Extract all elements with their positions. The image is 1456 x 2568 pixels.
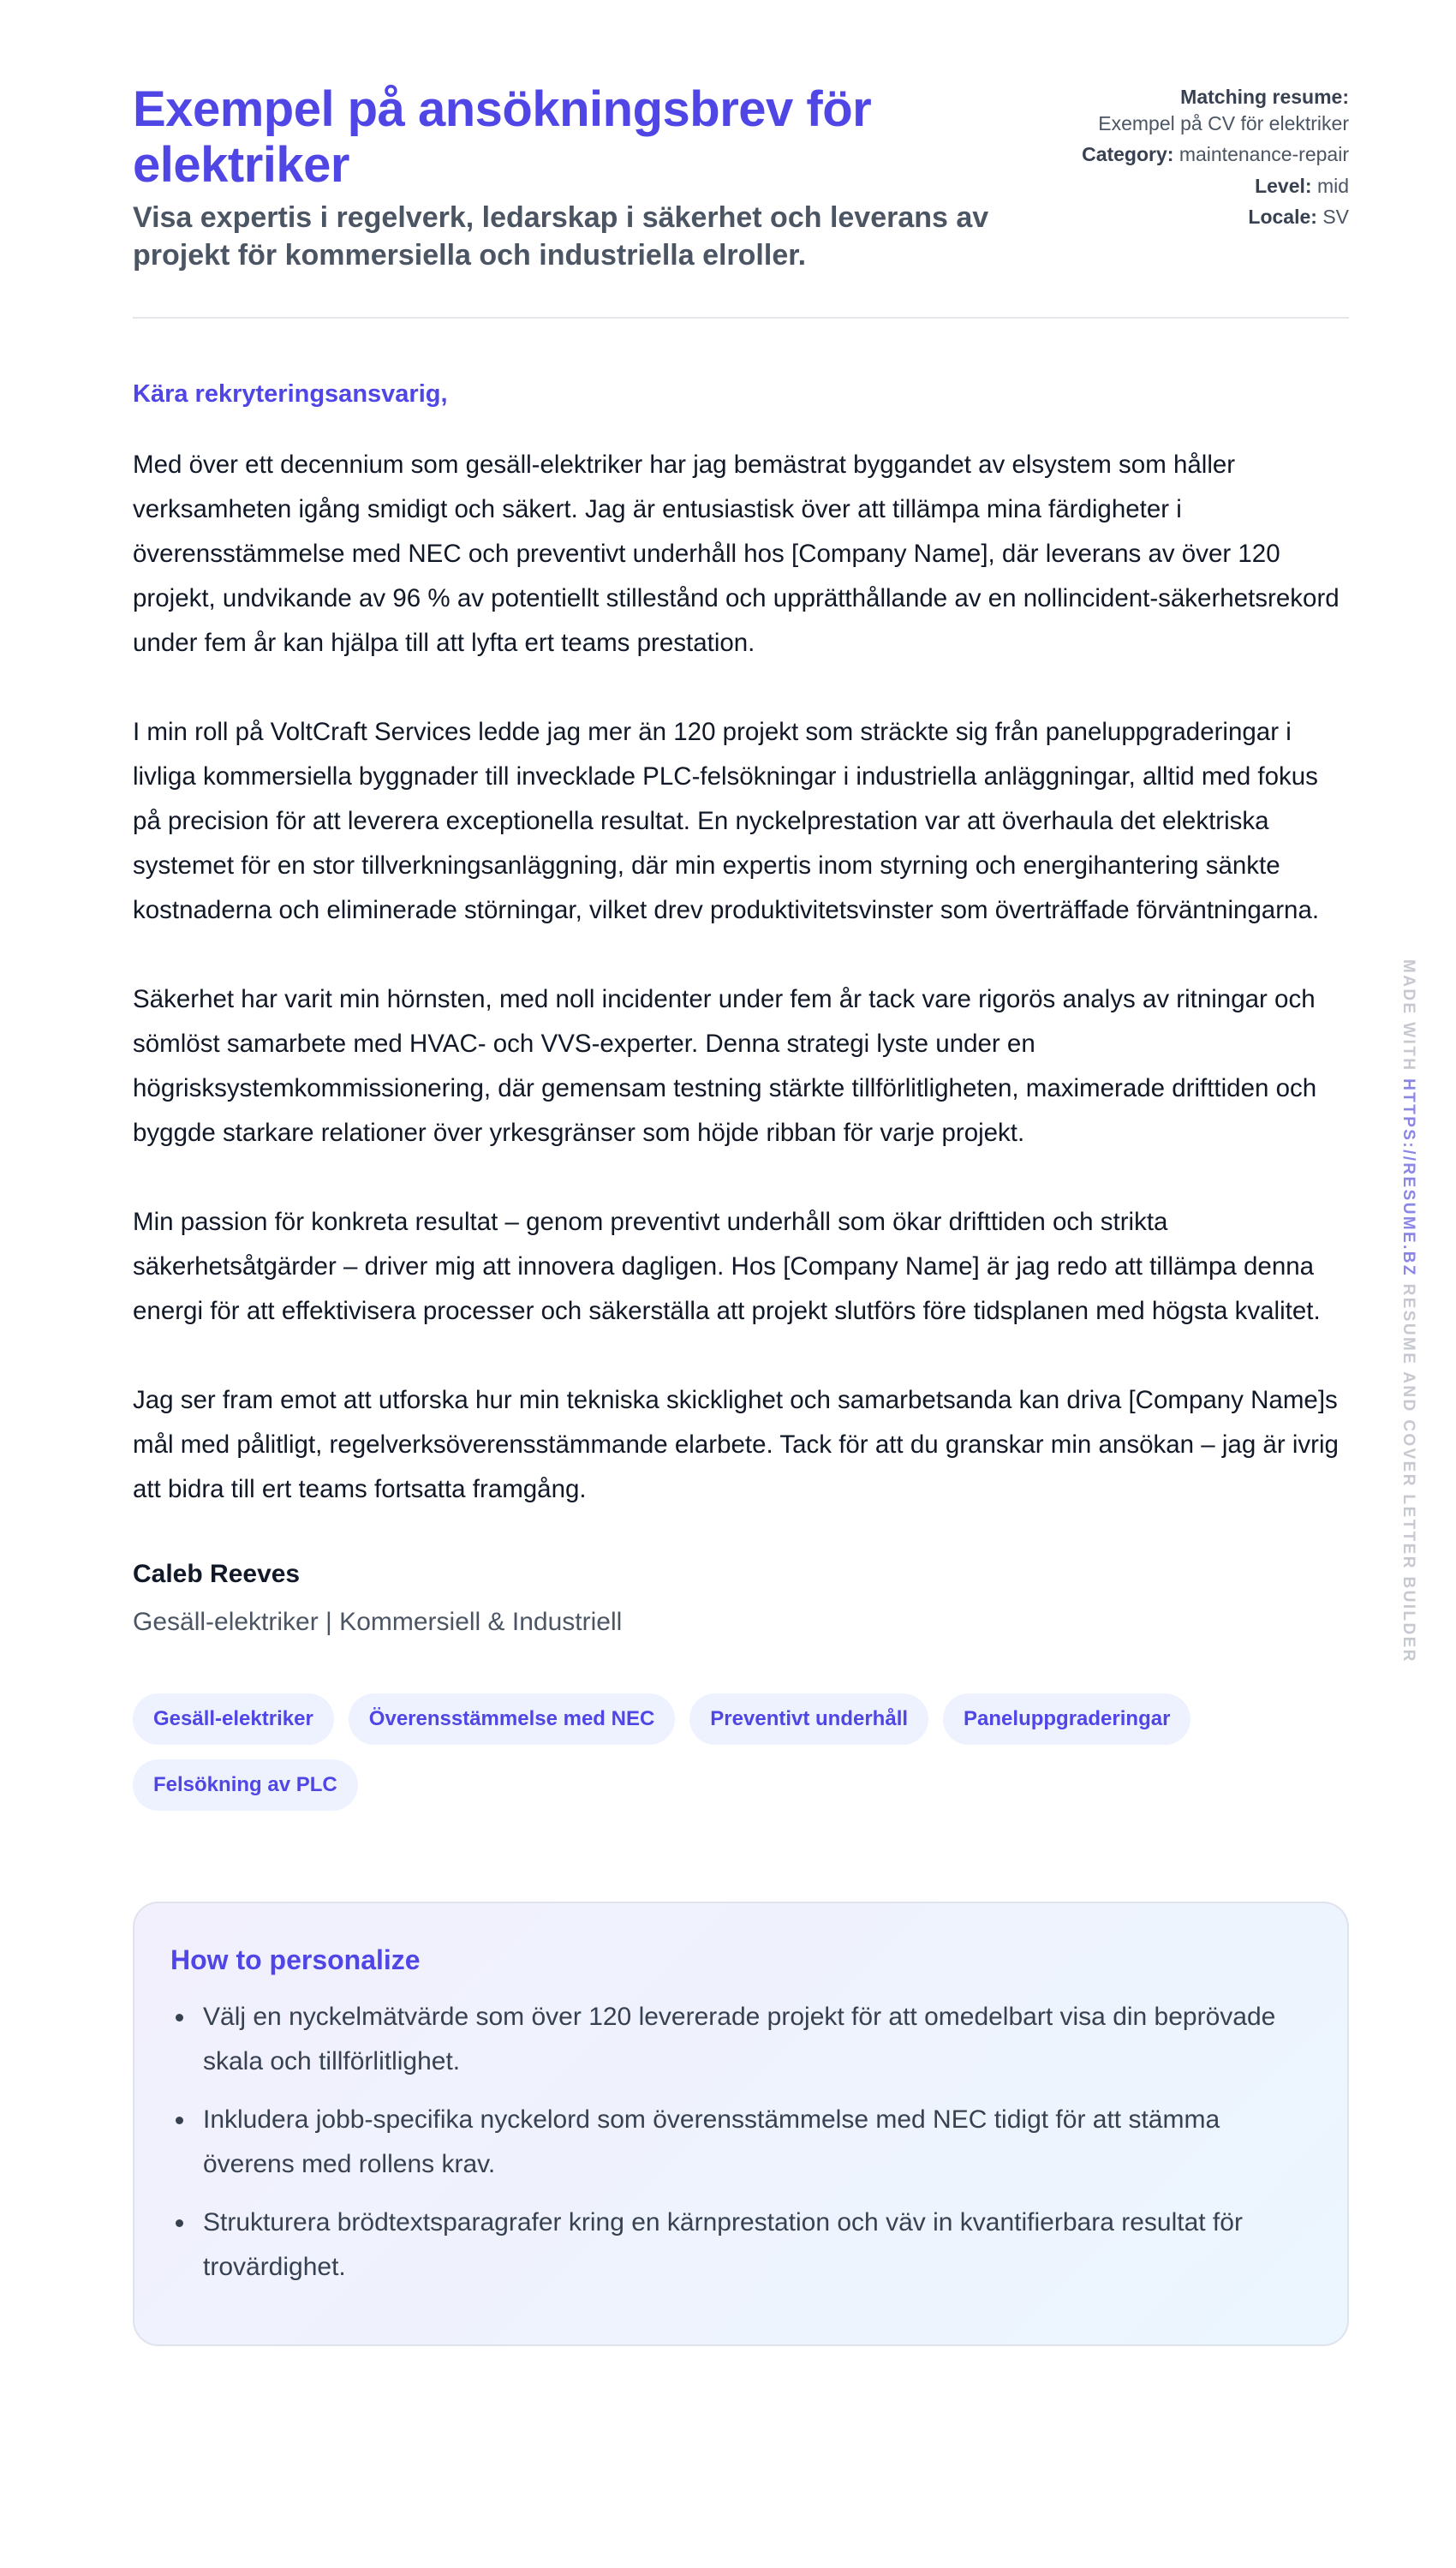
skill-tag: Överensstämmelse med NEC (349, 1693, 676, 1745)
resume-meta (1066, 84, 1349, 236)
meta-label: Locale: (1248, 206, 1317, 229)
meta-label: Level: (1255, 174, 1312, 197)
letter-paragraph: Säkerhet har varit min hörnsten, med noll incidenter under fem år tack vare rigorös analys av ritningar och sömlöst samarbete med HVAC- och VVS-experter. Denna strategi lyste under en högrisksystemkommissionering, där gemensam testning stärkte tillförlitligheten, maximerade drifttiden och byggde starkare relationer över yrkesgränser som höjde ribban för varje projekt. (133, 985, 1317, 1148)
page-header (133, 82, 1349, 319)
watermark-link[interactable]: HTTPS://RESUME.BZ (1399, 1078, 1417, 1277)
letter-paragraph: Jag ser fram emot att utforska hur min tekniska skicklighet och samarbetsanda kan driva [Company Name]s mål med pålitligt, regelverksöverensstämmande elarbete. Tack för att du granskar min ansökan – jag är ivrig att bidra till ert teams fortsatta framgång. (133, 1386, 1339, 1504)
made-with-watermark (1399, 959, 1417, 1663)
cover-letter-page (133, 82, 1349, 2346)
meta-value: maintenance-repair (1179, 143, 1349, 166)
tips-list (170, 1995, 1313, 2290)
signature-name: Caleb Reeves (133, 1560, 301, 1589)
letter-body (133, 443, 1349, 1512)
letter-greeting: Kära rekryteringsansvarig, (133, 380, 448, 409)
meta-label: Matching resume: (1180, 86, 1349, 108)
skill-tag: Felsökning av PLC (133, 1759, 358, 1811)
meta-value: mid (1316, 174, 1349, 197)
letter-paragraph: Min passion för konkreta resultat – genom preventivt underhåll som ökar drifttiden och strikta säkerhetsåtgärder – driver mig att innovera dagligen. Hos [Company Name] är jag redo att tillämpa denna energi för att effektivisera processer och säkerställa att projekt slutförs före tidsplanen med högsta kvalitet. (133, 1208, 1321, 1326)
meta-matching-resume (1066, 84, 1349, 136)
page-title: Exempel på ansökningsbrev för elektriker (133, 81, 872, 193)
page-subtitle: Visa expertis i regelverk, ledarskap i säkerhet och leverans av projekt för kommersiella och industriella elroller. (133, 200, 989, 272)
meta-category (1066, 141, 1349, 168)
tip-item: Välj en nyckelmätvärde som över 120 levererade projekt för att omedelbart visa din beprövade skala och tillförlitlighet. (170, 1995, 1313, 2084)
tips-title: How to personalize (170, 1944, 421, 1976)
watermark-prefix: MADE WITH (1399, 959, 1417, 1072)
meta-value: SV (1322, 206, 1349, 229)
letter-signature (133, 1560, 1349, 1637)
header-titles (133, 82, 1058, 274)
tip-item: Inkludera jobb-specifika nyckelord som överensstämmelse med NEC tidigt för att stämma överens med rollens krav. (170, 2098, 1313, 2187)
meta-label: Category: (1082, 143, 1174, 166)
tip-item: Strukturera brödtextsparagrafer kring en kärnprestation och väv in kvantifierbara resultat för trovärdighet. (170, 2201, 1313, 2290)
matching-resume-link[interactable]: Exempel på CV för elektriker (1098, 111, 1349, 134)
signature-title: Gesäll-elektriker | Kommersiell & Industriell (133, 1608, 623, 1637)
personalize-tips-box (133, 1902, 1349, 2346)
skill-tags (133, 1693, 1246, 1811)
watermark-suffix: RESUME AND COVER LETTER BUILDER (1399, 1283, 1417, 1663)
letter-paragraph: Med över ett decennium som gesäll-elektriker har jag bemästrat byggandet av elsystem som håller verksamheten igång smidigt och säkert. Jag är entusiastisk över att tillämpa mina färdigheter i överensstämmelse med NEC och preventivt underhåll hos [Company Name], där leverans av över 120 projekt, undvikande av 96 % av potentiellt stillestånd och upprätthållande av en nollincident-säkerhetsrekord under fem år kan hjälpa till att lyfta ert teams prestation. (133, 451, 1340, 658)
skill-tag: Preventivt underhåll (689, 1693, 928, 1745)
meta-level (1066, 173, 1349, 200)
skill-tag: Paneluppgraderingar (943, 1693, 1190, 1745)
skill-tag: Gesäll-elektriker (133, 1693, 334, 1745)
meta-locale (1066, 204, 1349, 230)
letter-paragraph: I min roll på VoltCraft Services ledde jag mer än 120 projekt som sträckte sig från paneluppgraderingar i livliga kommersiella byggnader till invecklade PLC-felsökningar i industriella anläggningar, alltid med fokus på precision för att leverera exceptionella resultat. En nyckelprestation var att överhaula det elektriska systemet för en stor tillverkningsanläggning, där min expertis inom styrning och energihantering sänkte kostnaderna och eliminerade störningar, vilket drev produktivitetsvinster som överträffade förväntningarna. (133, 718, 1320, 925)
